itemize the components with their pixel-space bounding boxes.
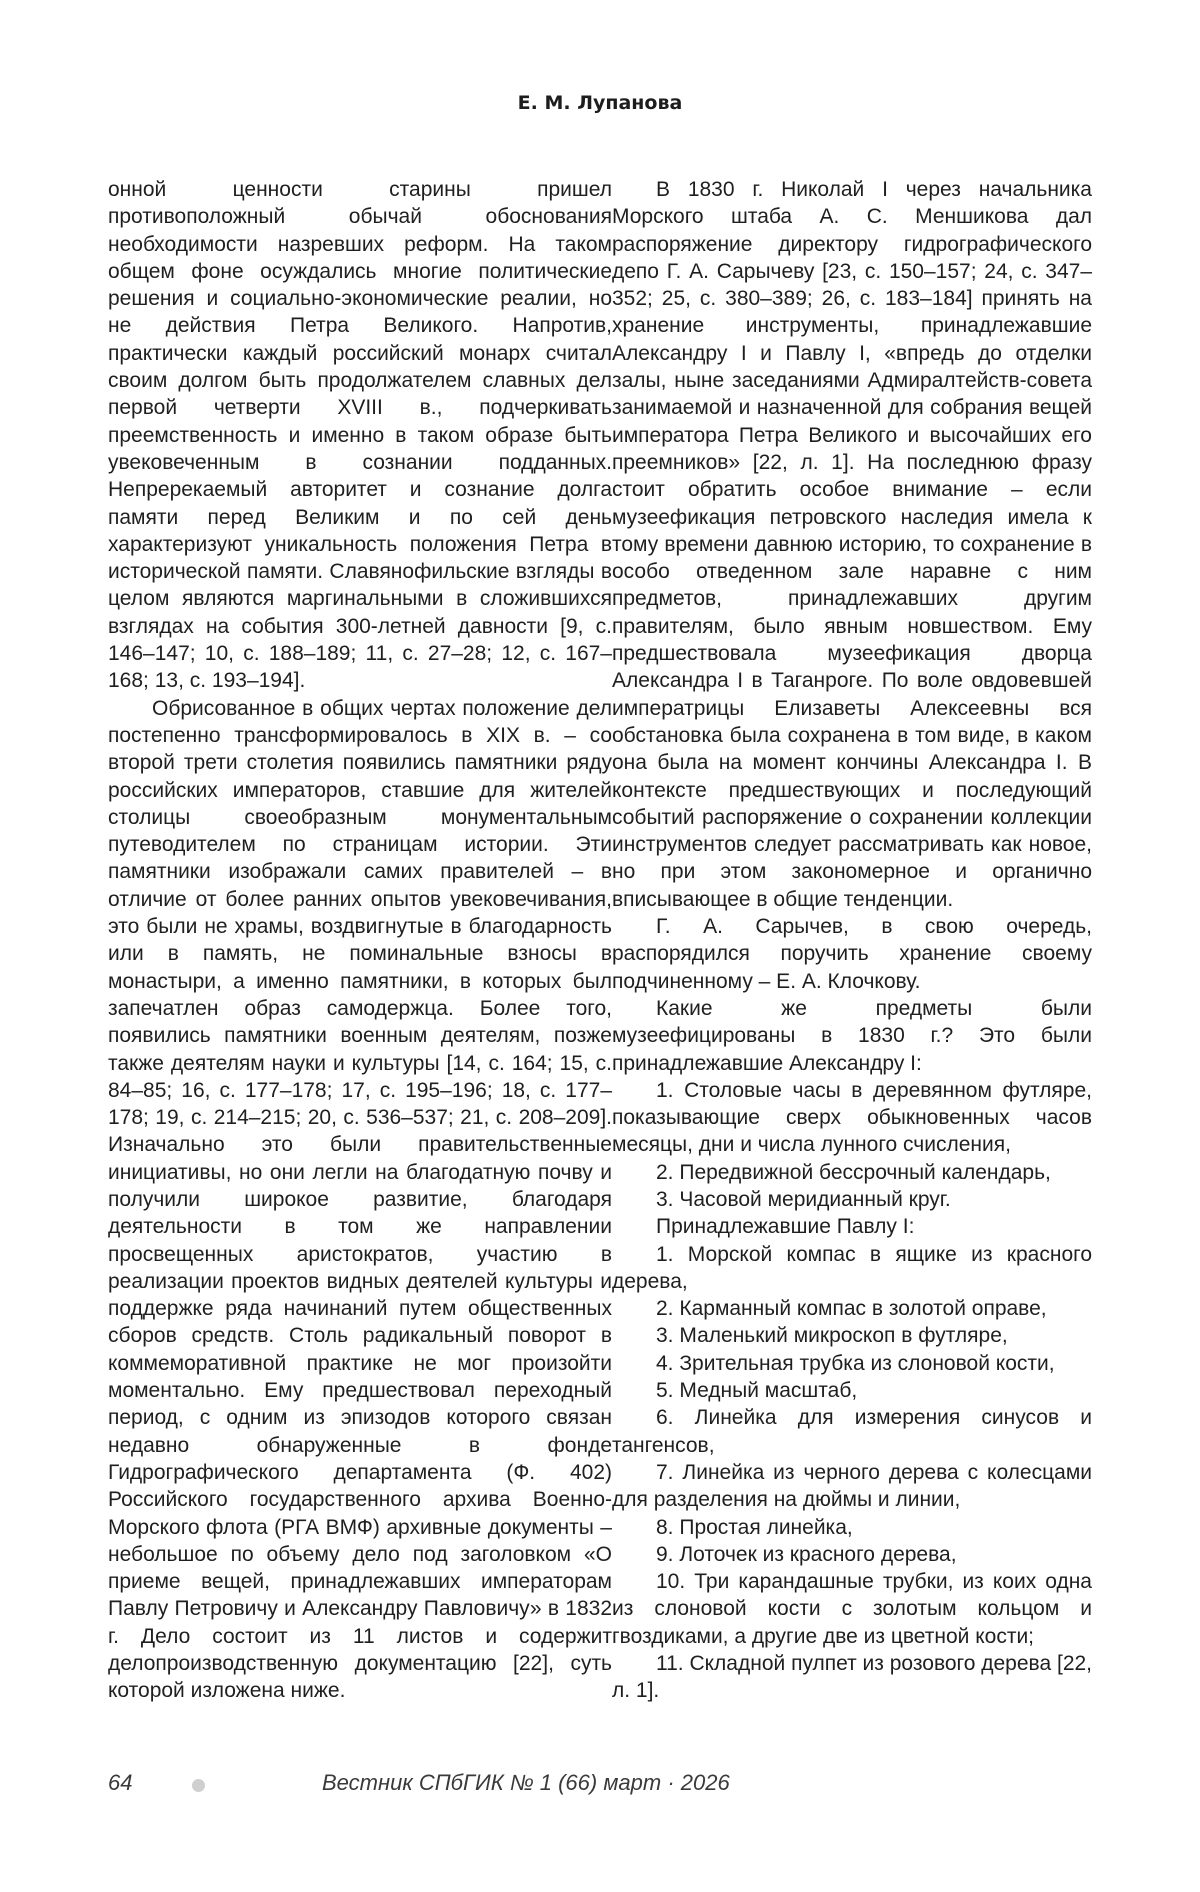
list-item: 9. Лоточек из красного дерева, bbox=[656, 1542, 957, 1566]
list-heading: Принадлежавшие Павлу I: bbox=[656, 1215, 915, 1239]
list-item: 11. Складной пулпет из розового дерева [22, л. 1]. bbox=[612, 1652, 1093, 1703]
list-item: 6. Линейка для измерения синусов и тангенсов, bbox=[612, 1406, 1092, 1457]
page-footer bbox=[0, 1770, 1200, 1810]
paragraph: Г. А. Сарычев, в свою очередь, распорядился поручить хранение своему подчиненному – Е. А. Клочкову. bbox=[612, 915, 1092, 993]
journal-issue: Вестник СПбГИК № 1 (66) март · 2026 bbox=[322, 1770, 730, 1795]
page-number: 64 bbox=[108, 1770, 133, 1795]
paragraph: Какие же предметы были музеефицированы в 1830 г.? Это были принадлежавшие Александру I: bbox=[612, 996, 1092, 1075]
paragraph: онной ценности старины пришел противоположный обычай обоснования необходимости назревших реформ. На таком общем фоне осуждались многие политические решения и социально-экономические реалии, но не действия Петра Великого. Напротив, практически каждый российский монарх считал своим долгом быть продолжателем славных дел первой четверти XVIII в., подчеркивать преемственность и именно в таком образе быть увековеченным в сознании подданных. Непререкаемый авторитет и сознание долга памяти перед Великим и по сей день характеризуют уникальность положения Петра в исторической памяти. Славянофильские взгляды в целом являются маргинальными в сложившихся взглядах на события 300-летней давности [9, с. 146–147; 10, с. 188–189; 11, с. 27–28; 12, с. 167–168; 13, с. 193–194]. bbox=[108, 178, 612, 693]
list-item: 5. Медный масштаб, bbox=[656, 1379, 858, 1403]
text-column-right bbox=[612, 176, 1092, 1705]
list-item: 1. Столовые часы в деревянном футляре, показывающие сверх обыкновенных часов месяцы, дни и числа лунного счисления, bbox=[612, 1078, 1092, 1157]
list-item: 4. Зрительная трубка из слоновой кости, bbox=[656, 1351, 1055, 1375]
list-item: 8. Простая линейка, bbox=[656, 1515, 853, 1539]
list-item: 2. Карманный компас в золотой оправе, bbox=[656, 1297, 1047, 1321]
paragraph: В 1830 г. Николай I через начальника Морского штаба А. С. Меншикова дал распоряжение директору гидрографического депо Г. А. Сарычеву [23, с. 150–157; 24, с. 347–352; 25, с. 380–389; 26, с. 183–184] принять на хранение инструменты, принадлежавшие Александру I и Павлу I, «впредь до отделки залы, ныне заседаниями Адмиралтейств-совета занимаемой и назначенной для собрания вещей императора Петра Великого и высочайших его преемников» [22, л. 1]. На последнюю фразу стоит обратить особое внимание – если музеефикация петровского наследия имела к тому времени давнюю историю, то сохранение в особо отведенном зале наравне с ним предметов, принадлежавших другим правителям, было явным новшеством. Ему предшествовала музеефикация дворца Александра I в Таганроге. По воле овдовевшей императрицы Елизаветы Алексеевны вся обстановка была сохранена в том виде, в каком она была на момент кончины Александра I. В контексте предшествующих и последующий событий распоряжение о сохранении коллекции инструментов следует рассматривать как новое, но при этом закономерное и органично вписывающее в общие тенденции. bbox=[612, 178, 1092, 911]
bullet-dot-icon bbox=[192, 1779, 205, 1792]
list-item: 1. Морской компас в ящике из красного дерева, bbox=[612, 1242, 1092, 1293]
list-item: 2. Передвижной бессрочный календарь, bbox=[656, 1160, 1051, 1184]
list-item: 3. Часовой меридианный круг. bbox=[656, 1187, 951, 1211]
list-item: 7. Линейка из черного дерева с колесцами для разделения на дюймы и линии, bbox=[612, 1460, 1092, 1512]
paragraph: Обрисованное в общих чертах положение дел постепенно трансформировалось в XIX в. – со второй трети столетия появились памятники ряду российских императоров, ставшие для жителей столицы своеобразным монументальным путеводителем по страницам истории. Эти памятники изображали самих правителей – в отличие от более ранних опытов увековечивания, это были не храмы, воздвигнутые в благодарность или в память, не поминальные взносы в монастыри, а именно памятники, в которых был запечатлен образ самодержца. Более того, появились памятники военным деятелям, позже также деятелям науки и культуры [14, с. 164; 15, с. 84–85; 16, с. 177–178; 17, с. 195–196; 18, с. 177–178; 19, с. 214–215; 20, с. 536–537; 21, с. 208–209]. Изначально это были правительственные инициативы, но они легли на благодатную почву и получили широкое развитие, благодаря деятельности в том же направлении просвещенных аристократов, участию в реализации проектов видных деятелей культуры и поддержке ряда начинаний путем общественных сборов средств. Столь радикальный поворот в коммеморативной практике не мог произойти моментально. Ему предшествовал переходный период, с одним из эпизодов которого связан недавно обнаруженные в фонде Гидрографического департамента (Ф. 402) Российского государственного архива Военно-Морского флота (РГА ВМФ) архивные документы – небольшое по объему дело под заголовком «О приеме вещей, принадлежавших императорам Павлу Петровичу и Александру Павловичу» в 1832 г. Дело состоит из 11 листов и содержит делопроизводственную документацию [22], суть которой изложена ниже. bbox=[108, 696, 612, 1703]
text-column-left bbox=[108, 176, 612, 1705]
running-head-author: Е. М. Лупанова bbox=[517, 92, 683, 114]
list-item: 3. Маленький микроскоп в футляре, bbox=[656, 1324, 1008, 1348]
list-item: 10. Три карандашные трубки, из коих одна из слоновой кости с золотым кольцом и гвоздиками, а другие две из цветной кости; bbox=[612, 1570, 1092, 1648]
